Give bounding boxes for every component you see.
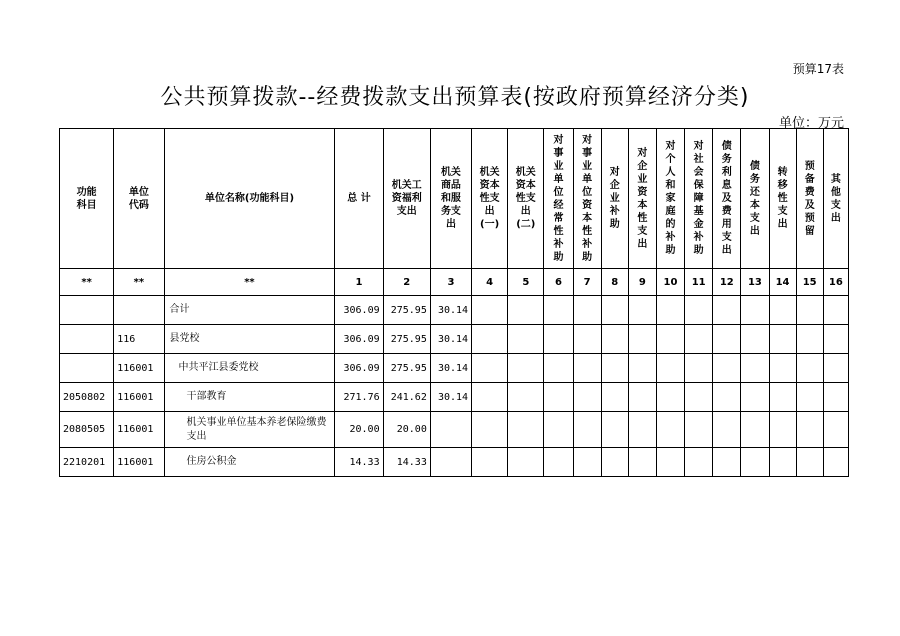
col-1-cell: 241.62 — [383, 383, 430, 412]
index-cell: 6 — [544, 269, 573, 296]
header-col-2: 机关商品和服务支出 — [430, 129, 471, 269]
index-cell: 4 — [472, 269, 508, 296]
index-cell: 10 — [656, 269, 684, 296]
unit-code-cell: 116 — [114, 325, 164, 354]
header-unit-code: 单位代码 — [114, 129, 164, 269]
index-cell: ** — [114, 269, 164, 296]
total-cell: 20.00 — [335, 412, 383, 448]
col-2-cell: 30.14 — [430, 383, 471, 412]
index-cell: 8 — [601, 269, 628, 296]
index-cell: 11 — [685, 269, 713, 296]
index-cell: 3 — [430, 269, 471, 296]
col-2-cell — [430, 448, 471, 477]
unit-code-cell — [114, 296, 164, 325]
func-code-cell — [60, 325, 114, 354]
header-col-13: 转移性支出 — [769, 129, 796, 269]
header-col-6: 对事业单位资本性补助 — [573, 129, 601, 269]
unit-code-cell: 116001 — [114, 412, 164, 448]
col-1-cell: 275.95 — [383, 296, 430, 325]
unit-name-cell: 住房公积金 — [164, 448, 335, 477]
header-col-4: 机关资本性支出(二) — [508, 129, 544, 269]
table-row — [60, 325, 849, 354]
total-cell: 271.76 — [335, 383, 383, 412]
func-code-cell — [60, 354, 114, 383]
header-col-11: 债务利息及费用支出 — [713, 129, 741, 269]
total-cell: 306.09 — [335, 354, 383, 383]
unit-name-cell: 中共平江县委党校 — [164, 354, 335, 383]
header-total: 总 计 — [335, 129, 383, 269]
func-code-cell — [60, 296, 114, 325]
table-row — [60, 383, 849, 412]
header-col-5: 对事业单位经常性补助 — [544, 129, 573, 269]
unit-label: 单位：万元 — [778, 116, 844, 131]
unit-code-cell: 116001 — [114, 448, 164, 477]
col-1-cell: 20.00 — [383, 412, 430, 448]
unit-code-cell: 116001 — [114, 354, 164, 383]
index-cell: 15 — [796, 269, 823, 296]
index-cell: 9 — [628, 269, 656, 296]
col-2-cell: 30.14 — [430, 325, 471, 354]
header-col-10: 对社会保障基金补助 — [685, 129, 713, 269]
unit-name-cell: 干部教育 — [164, 383, 335, 412]
header-col-12: 债务还本支出 — [741, 129, 769, 269]
index-cell: 12 — [713, 269, 741, 296]
col-2-cell: 30.14 — [430, 354, 471, 383]
unit-code-cell: 116001 — [114, 383, 164, 412]
index-cell: ** — [164, 269, 335, 296]
unit-name-cell: 县党校 — [164, 325, 335, 354]
header-row — [60, 129, 849, 269]
func-code-cell: 2210201 — [60, 448, 114, 477]
total-cell: 306.09 — [335, 296, 383, 325]
header-col-14: 预备费及预留 — [796, 129, 823, 269]
header-unit-name: 单位名称(功能科目) — [164, 129, 335, 269]
index-cell: 5 — [508, 269, 544, 296]
index-cell: 13 — [741, 269, 769, 296]
col-1-cell: 275.95 — [383, 325, 430, 354]
unit-name-cell: 机关事业单位基本养老保险缴费支出 — [164, 412, 335, 448]
table-row — [60, 354, 849, 383]
index-cell: ** — [60, 269, 114, 296]
header-func-code: 功能科目 — [60, 129, 114, 269]
header-col-1: 机关工资福利支出 — [383, 129, 430, 269]
header-col-3: 机关资本性支出(一) — [472, 129, 508, 269]
col-1-cell: 14.33 — [383, 448, 430, 477]
table-row — [60, 448, 849, 477]
func-code-cell: 2080505 — [60, 412, 114, 448]
header-col-9: 对个人和家庭的补助 — [656, 129, 684, 269]
total-cell: 306.09 — [335, 325, 383, 354]
table-row — [60, 412, 849, 448]
col-2-cell — [430, 412, 471, 448]
header-col-7: 对企业补助 — [601, 129, 628, 269]
page-title: 公共预算拨款--经费拨款支出预算表(按政府预算经济分类) — [160, 85, 750, 110]
table-row — [60, 296, 849, 325]
total-cell: 14.33 — [335, 448, 383, 477]
col-2-cell: 30.14 — [430, 296, 471, 325]
header-col-15: 其他支出 — [823, 129, 848, 269]
header-col-8: 对企业资本性支出 — [628, 129, 656, 269]
budget-table — [59, 128, 849, 477]
index-cell: 1 — [335, 269, 383, 296]
func-code-cell: 2050802 — [60, 383, 114, 412]
unit-name-cell: 合计 — [164, 296, 335, 325]
index-cell: 2 — [383, 269, 430, 296]
index-cell: 14 — [769, 269, 796, 296]
index-row — [60, 269, 849, 296]
index-cell: 16 — [823, 269, 848, 296]
index-cell: 7 — [573, 269, 601, 296]
form-number: 预算17表 — [792, 62, 844, 76]
col-1-cell: 275.95 — [383, 354, 430, 383]
